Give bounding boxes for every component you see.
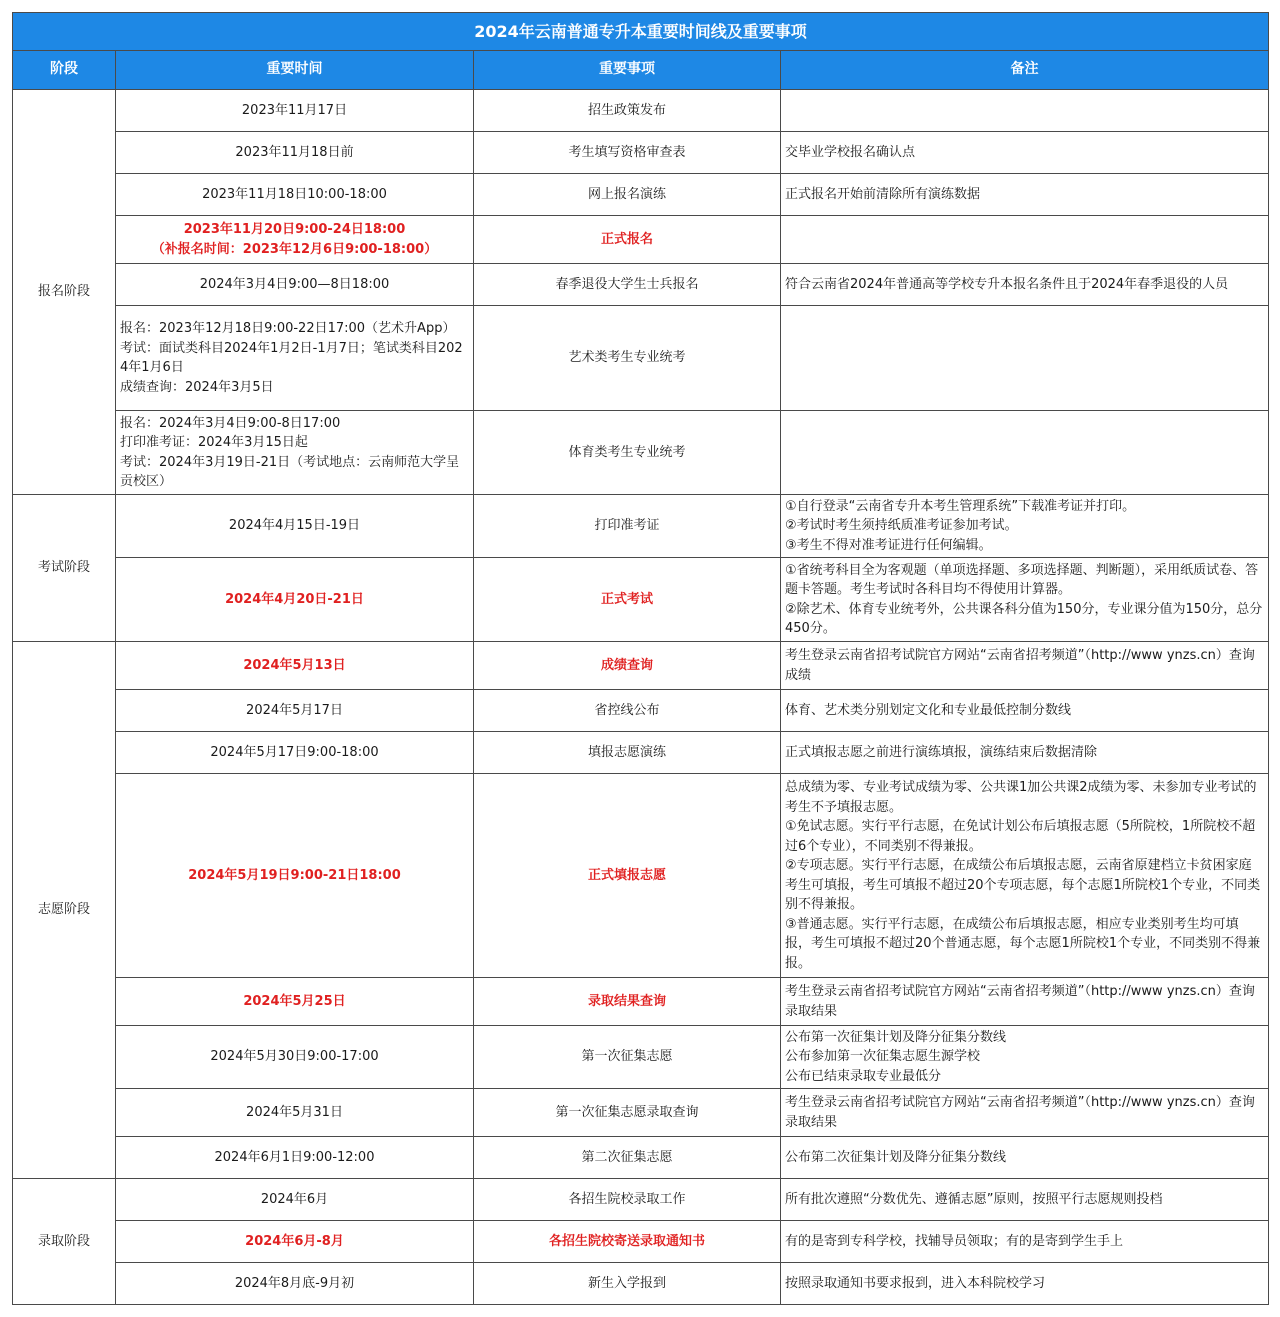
time-line: 2024年6月-8月 (245, 1233, 344, 1249)
table-row (13, 264, 1269, 306)
time-line: 2024年5月25日 (243, 993, 346, 1009)
header-stage: 阶段 (13, 51, 116, 90)
note-cell (781, 1221, 1269, 1263)
time-line: 2024年4月20日-21日 (225, 591, 364, 607)
note-cell (781, 216, 1269, 264)
time-line: 考试：面试类科目2024年1月2日-1月7日；笔试类科目2024年1月6日 (120, 340, 463, 375)
table-row (13, 642, 1269, 690)
note-line: 公布第二次征集计划及降分征集分数线 (785, 1149, 1007, 1165)
time-line: 打印准考证：2024年3月15日起 (120, 435, 308, 450)
note-cell (781, 132, 1269, 174)
note-line: 考生登录云南省招考试院官方网站“云南省招考频道”（http://www ynzs.cn）查询录取结果 (785, 984, 1255, 1019)
stage-cell: 志愿阶段 (13, 642, 116, 1179)
time-line: 考试：2024年3月19日-21日（考试地点：云南师范大学呈贡校区） (120, 454, 460, 489)
note-cell (781, 1179, 1269, 1221)
note-cell (781, 411, 1269, 495)
time-line: 2023年11月17日 (241, 102, 348, 118)
table-row (13, 90, 1269, 132)
time-cell (116, 1263, 474, 1305)
stage-cell: 考试阶段 (13, 495, 116, 642)
note-line: 有的是寄到专科学校，找辅导员领取；有的是寄到学生手上 (785, 1233, 1124, 1249)
note-cell (781, 1137, 1269, 1179)
time-cell (116, 495, 474, 558)
time-cell (116, 264, 474, 306)
time-cell (116, 1089, 474, 1137)
table-row (13, 690, 1269, 732)
header-row (13, 51, 1269, 90)
time-line: 报名：2023年12月18日9:00-22日17:00（艺术升App） (120, 321, 456, 336)
item-cell: 第二次征集志愿 (474, 1137, 781, 1179)
note-line: 公布参加第一次征集志愿生源学校 (785, 1049, 981, 1065)
note-line: 交毕业学校报名确认点 (785, 144, 916, 160)
time-cell (116, 642, 474, 690)
table-row (13, 495, 1269, 558)
time-line: 2024年5月19日9:00-21日18:00 (188, 867, 401, 883)
item-cell: 艺术类考生专业统考 (474, 306, 781, 411)
item-cell: 成绩查询 (474, 642, 781, 690)
time-cell (116, 90, 474, 132)
time-cell (116, 558, 474, 642)
note-line: 考生登录云南省招考试院官方网站“云南省招考频道”（http://www ynzs.cn）查询录取结果 (785, 1095, 1255, 1130)
table-row (13, 132, 1269, 174)
time-cell (116, 774, 474, 978)
item-cell: 正式报名 (474, 216, 781, 264)
note-line: ②考试时考生须持纸质准考证参加考试。 (785, 518, 1018, 534)
item-cell: 录取结果查询 (474, 978, 781, 1026)
note-line: 体育、艺术类分别划定文化和专业最低控制分数线 (785, 702, 1072, 718)
note-line: ②除艺术、体育专业统考外，公共课各科分值为150分，专业课分值为150分，总分450分。 (785, 601, 1263, 636)
time-line: 2024年5月17日 (246, 702, 343, 718)
time-cell (116, 732, 474, 774)
note-line: ②专项志愿。实行平行志愿，在成绩公布后填报志愿，云南省原建档立卡贫困家庭考生可填报，考生可填报不超过20个专项志愿，每个志愿1所院校1个专业，不同类别不得兼报。 (785, 858, 1261, 912)
note-line: 符合云南省2024年普通高等学校专升本报名条件且于2024年春季退役的人员 (785, 276, 1229, 292)
time-line: 2024年3月4日9:00—8日18:00 (199, 276, 390, 292)
note-line: 按照录取通知书要求报到，进入本科院校学习 (785, 1275, 1046, 1291)
note-line: 总成绩为零、专业考试成绩为零、公共课1加公共课2成绩为零、未参加专业考试的考生不予填报志愿。 (785, 780, 1257, 815)
timeline-table (12, 12, 1269, 1305)
time-line: 2024年5月30日9:00-17:00 (210, 1049, 379, 1065)
note-cell (781, 264, 1269, 306)
time-cell (116, 1179, 474, 1221)
time-cell (116, 1026, 474, 1089)
time-line: 2023年11月20日9:00-24日18:00 (183, 222, 406, 237)
table-row (13, 306, 1269, 411)
table-row (13, 558, 1269, 642)
item-cell: 新生入学报到 (474, 1263, 781, 1305)
note-cell (781, 1026, 1269, 1089)
note-line: 正式报名开始前清除所有演练数据 (785, 186, 981, 202)
item-cell: 打印准考证 (474, 495, 781, 558)
note-cell (781, 732, 1269, 774)
time-cell (116, 174, 474, 216)
item-cell: 正式填报志愿 (474, 774, 781, 978)
table-row (13, 1026, 1269, 1089)
time-line: 2024年6月 (260, 1191, 329, 1207)
header-item: 重要事项 (474, 51, 781, 90)
note-line: 公布已结束录取专业最低分 (785, 1068, 942, 1084)
note-cell (781, 978, 1269, 1026)
table-row (13, 978, 1269, 1026)
table-row (13, 1089, 1269, 1137)
note-cell (781, 174, 1269, 216)
stage-cell: 报名阶段 (13, 90, 116, 495)
item-cell: 省控线公布 (474, 690, 781, 732)
note-cell (781, 306, 1269, 411)
note-cell (781, 1089, 1269, 1137)
item-cell: 招生政策发布 (474, 90, 781, 132)
item-cell: 网上报名演练 (474, 174, 781, 216)
note-line: ③普通志愿。实行平行志愿，在成绩公布后填报志愿，相应专业类别考生均可填报，考生可填报不超过20个普通志愿，每个志愿1所院校1个专业，不同类别不得兼报。 (785, 916, 1261, 971)
header-note: 备注 (781, 51, 1269, 90)
time-cell (116, 978, 474, 1026)
table-row (13, 1221, 1269, 1263)
note-cell (781, 90, 1269, 132)
time-cell (116, 216, 474, 264)
item-cell: 各招生院校录取工作 (474, 1179, 781, 1221)
note-line: ③考生不得对准考证进行任何编辑。 (785, 537, 992, 553)
item-cell: 春季退役大学生士兵报名 (474, 264, 781, 306)
note-cell (781, 642, 1269, 690)
note-line: ①免试志愿。实行平行志愿，在免试计划公布后填报志愿（5所院校，1所院校不超过6个专业），不同类别不得兼报。 (785, 819, 1256, 854)
note-cell (781, 558, 1269, 642)
note-cell (781, 690, 1269, 732)
item-cell: 第一次征集志愿 (474, 1026, 781, 1089)
table-row (13, 1263, 1269, 1305)
header-time: 重要时间 (116, 51, 474, 90)
time-cell (116, 132, 474, 174)
time-cell (116, 690, 474, 732)
time-line: 2024年5月17日9:00-18:00 (210, 744, 379, 760)
note-line: 考生登录云南省招考试院官方网站“云南省招考频道”（http://www ynzs.cn）查询成绩 (785, 648, 1255, 683)
time-cell (116, 411, 474, 495)
note-cell (781, 1263, 1269, 1305)
table-row (13, 411, 1269, 495)
item-cell: 第一次征集志愿录取查询 (474, 1089, 781, 1137)
note-line: ①自行登录“云南省专升本考生管理系统”下载准考证并打印。 (785, 498, 1136, 514)
time-line: 成绩查询：2024年3月5日 (120, 379, 274, 395)
time-cell (116, 1137, 474, 1179)
table-row (13, 1137, 1269, 1179)
time-line: 2024年4月15日-19日 (228, 518, 361, 534)
title-row (13, 13, 1269, 51)
table-row (13, 174, 1269, 216)
time-line: 2024年8月底-9月初 (234, 1275, 355, 1291)
note-line: 正式填报志愿之前进行演练填报，演练结束后数据清除 (785, 744, 1098, 760)
note-line: 公布第一次征集计划及降分征集分数线 (785, 1029, 1007, 1045)
table-row (13, 1179, 1269, 1221)
note-cell (781, 774, 1269, 978)
item-cell: 体育类考生专业统考 (474, 411, 781, 495)
item-cell: 正式考试 (474, 558, 781, 642)
timeline-table-wrapper (12, 12, 1268, 1305)
time-line: 2023年11月18日10:00-18:00 (202, 186, 387, 202)
note-line: ①省统考科目全为客观题（单项选择题、多项选择题、判断题），采用纸质试卷、答题卡答题。考生考试时各科目均不得使用计算器。 (785, 562, 1259, 597)
time-line: 2024年6月1日9:00-12:00 (214, 1149, 375, 1165)
time-cell (116, 306, 474, 411)
note-line: 所有批次遵照“分数优先、遵循志愿”原则，按照平行志愿规则投档 (785, 1191, 1163, 1207)
table-row (13, 774, 1269, 978)
time-line: 2024年5月31日 (246, 1104, 343, 1120)
time-cell (116, 1221, 474, 1263)
table-row (13, 732, 1269, 774)
time-line: （补报名时间：2023年12月6日9:00-18:00） (151, 241, 438, 257)
time-line: 2023年11月18日前 (235, 144, 354, 160)
table-body (13, 90, 1269, 1305)
table-row (13, 216, 1269, 264)
table-title: 2024年云南普通专升本重要时间线及重要事项 (13, 13, 1269, 51)
stage-cell: 录取阶段 (13, 1179, 116, 1305)
item-cell: 填报志愿演练 (474, 732, 781, 774)
item-cell: 考生填写资格审查表 (474, 132, 781, 174)
time-line: 报名：2024年3月4日9:00-8日17:00 (120, 415, 341, 431)
item-cell: 各招生院校寄送录取通知书 (474, 1221, 781, 1263)
note-cell (781, 495, 1269, 558)
time-line: 2024年5月13日 (243, 657, 346, 673)
